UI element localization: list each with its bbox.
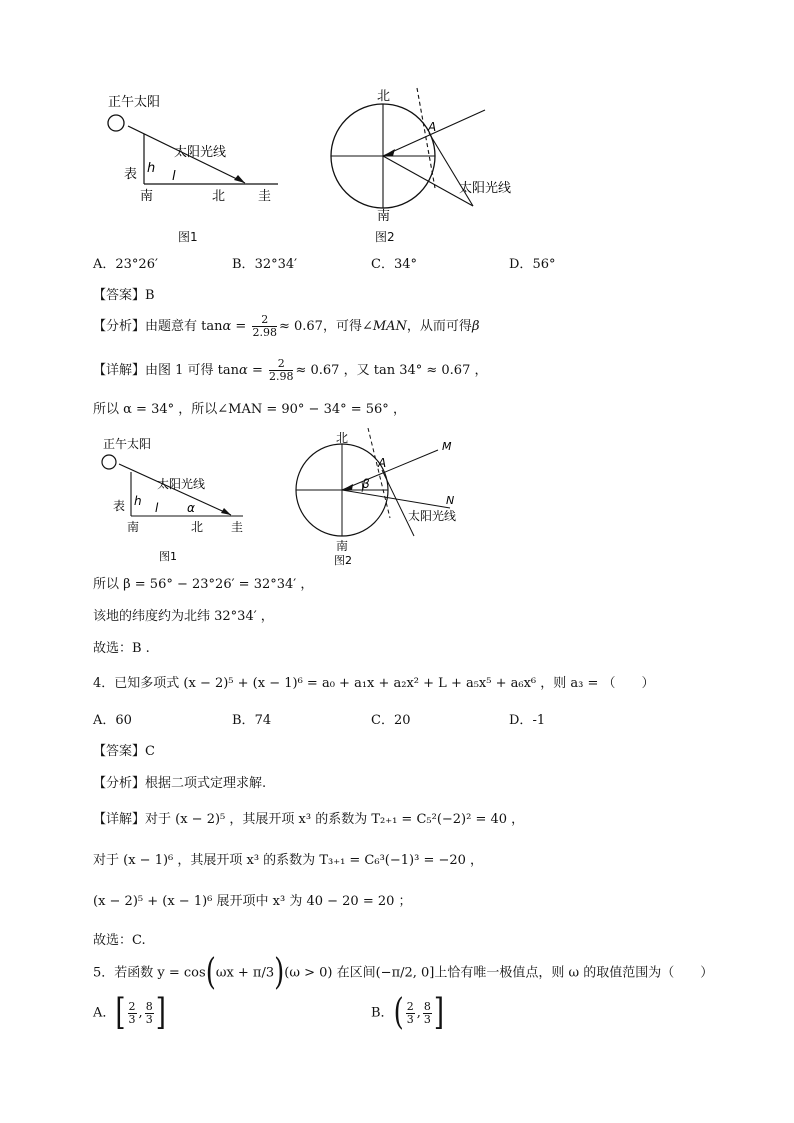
q4-detail-1: 【详解】对于 (x − 2)⁵ ，其展开项 x³ 的系数为 T₂₊₁ = C₅²(−2)² = 40 ， [93, 812, 525, 827]
q4-detail-3: (x − 2)⁵ + (x − 1)⁶ 展开项中 x³ 为 40 − 20 = 20 ； [93, 894, 412, 909]
q4-option-a[interactable]: A．60 [93, 713, 132, 728]
q5-option-b[interactable]: B．( $\frac{2}{3}$ , $\frac{8}{3}$ ] [371, 992, 445, 1034]
h-label: h [147, 161, 156, 176]
q3-choose: 故选：B . [93, 641, 150, 656]
q4-option-b[interactable]: B．74 [232, 713, 272, 728]
sun-label: 正午太阳 [103, 437, 152, 451]
q3-detail-line4: 该地的纬度约为北纬 32°34′ ， [93, 609, 274, 624]
biao-label: 表 [124, 167, 138, 182]
q5-stem: 5．若函数 y = cos(ωx + π/3)(ω > 0) 在区间(−π/2, 0]上恰有唯一极值点，则 ω 的取值范围为（ ） [93, 952, 714, 994]
point-a-label: A [428, 120, 437, 134]
q4-answer: 【答案】C [93, 744, 155, 759]
mid-figure-2 [290, 428, 470, 568]
q3-answer: 【答案】B [93, 288, 155, 303]
top-figure-1 [100, 90, 290, 210]
arrow-icon [234, 175, 245, 183]
h-label: h [134, 494, 142, 508]
biao-label: 表 [113, 499, 126, 513]
q3-option-d[interactable]: D．56° [509, 257, 556, 272]
q3-option-c[interactable]: C．34° [371, 257, 417, 272]
q3-detail: 【详解】由图 1 可得 tanα = $\frac{2}{2.98}$ ≈ 0.67 ，又 tan 34° ≈ 0.67 ， [93, 357, 488, 383]
north-label: 北 [212, 189, 226, 204]
fig1-caption: 图1 [159, 550, 177, 563]
top-figure-2 [325, 86, 540, 226]
tangent-dashed [368, 428, 390, 518]
ray-label: 太阳光线 [459, 181, 512, 196]
south-label: 南 [140, 189, 154, 204]
fig2-caption: 图2 [375, 230, 395, 244]
l-label: l [172, 169, 176, 184]
gui-label: 圭 [231, 520, 244, 534]
q4-detail-2: 对于 (x − 1)⁶ ，其展开项 x³ 的系数为 T₃₊₁ = C₆³(−1)³ = −20 ， [93, 853, 484, 868]
ray-label: 太阳光线 [408, 509, 457, 523]
sun-icon [102, 455, 116, 469]
arrow-icon [342, 484, 353, 490]
q3-option-a[interactable]: A．23°26′ [93, 257, 158, 272]
south-label: 南 [377, 209, 391, 224]
q4-option-c[interactable]: C．20 [371, 713, 411, 728]
sun-label: 正午太阳 [108, 95, 161, 110]
ray-label: 太阳光线 [174, 145, 227, 160]
sun-icon [108, 115, 124, 131]
north-label: 北 [377, 89, 391, 104]
q3-analysis: 【分析】由题意有 tanα = $\frac{2}{2.98}$ ≈ 0.67，可得∠MAN，从而可得β [93, 313, 480, 339]
arrow-icon [221, 508, 231, 515]
q4-stem: 4．已知多项式 (x − 2)⁵ + (x − 1)⁶ = a₀ + a₁x + a₂x² + L + a₅x⁵ + a₆x⁶ ，则 a₃ = （ ） [93, 676, 655, 691]
gui-label: 圭 [258, 189, 272, 204]
north-label: 北 [191, 520, 204, 534]
ray-line-m [342, 450, 438, 490]
mid-figure-1 [95, 432, 265, 567]
north-label: 北 [336, 431, 349, 445]
south-label: 南 [127, 520, 140, 534]
q3-option-b[interactable]: B．32°34′ [232, 257, 298, 272]
alpha-label: α [187, 501, 195, 515]
fig1-caption: 图1 [178, 230, 198, 244]
q5-option-a[interactable]: A．[ $\frac{2}{3}$ , $\frac{8}{3}$ ] [93, 992, 166, 1034]
q4-option-d[interactable]: D．-1 [509, 713, 546, 728]
fig2-caption: 图2 [334, 554, 352, 567]
m-label: M [442, 440, 452, 453]
south-label: 南 [336, 539, 349, 553]
q4-choose: 故选：C. [93, 933, 146, 948]
ray-label: 太阳光线 [157, 477, 206, 491]
n-label: N [446, 494, 455, 507]
beta-label: β [362, 477, 370, 491]
point-a-label: A [378, 456, 387, 470]
q3-detail-line2: 所以 α = 34° ，所以∠MAN = 90° − 34° = 56° ， [93, 402, 406, 417]
l-label: l [155, 501, 159, 515]
q3-detail-line3: 所以 β = 56° − 23°26′ = 32°34′ ， [93, 577, 314, 592]
q4-analysis: 【分析】根据二项式定理求解. [93, 776, 267, 791]
